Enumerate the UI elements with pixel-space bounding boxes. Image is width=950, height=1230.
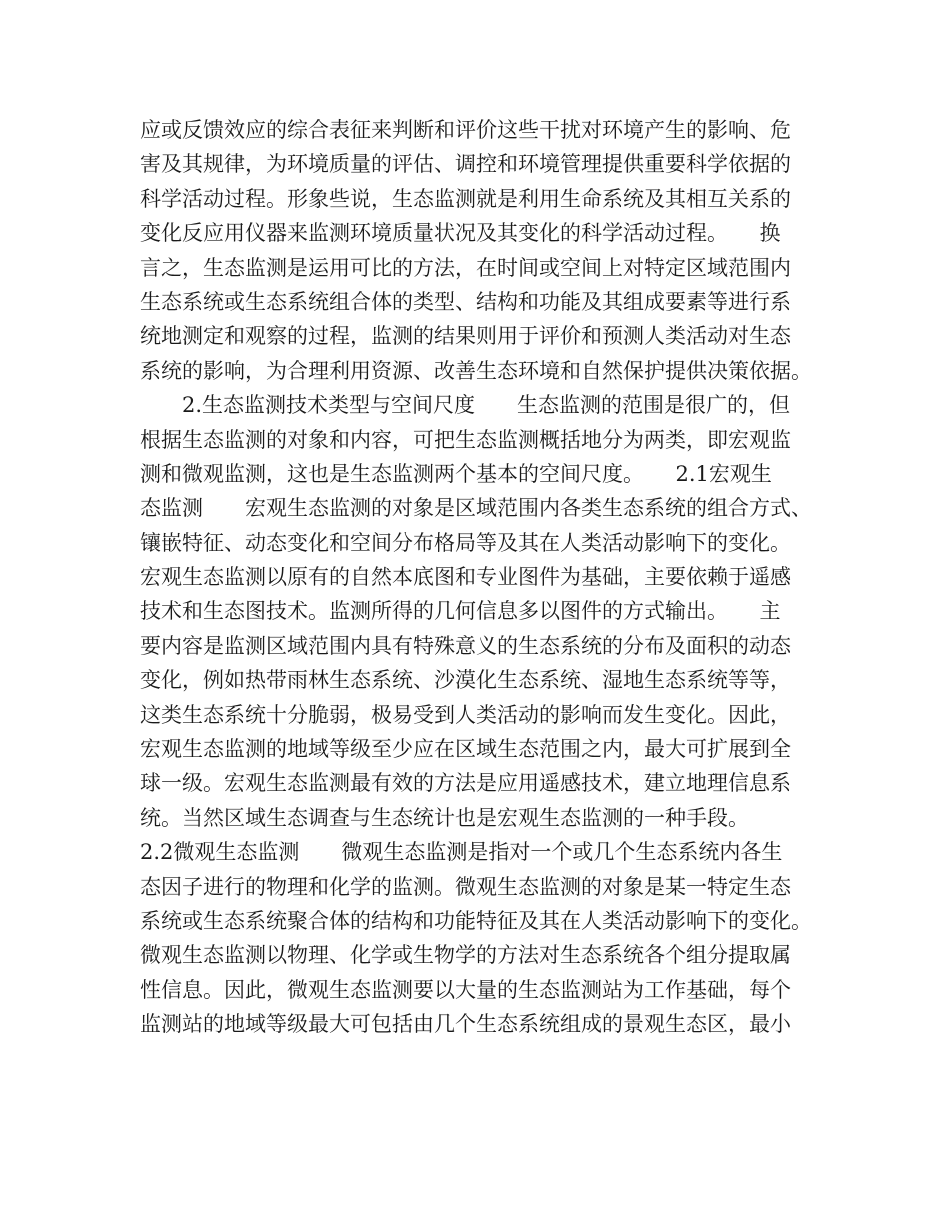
- text-line: 统。当然区域生态调查与生态统计也是宏观生态监测的一种手段。: [140, 805, 749, 830]
- text-line: 变化反应用仪器来监测环境质量状况及其变化的科学活动过程。 换: [140, 221, 781, 246]
- text-line: 微观生态监测以物理、化学或生物学的方法对生态系统各个组分提取属: [140, 943, 791, 968]
- text-line: 技术和生态图技术。监测所得的几何信息多以图件的方式输出。 主: [140, 599, 781, 624]
- text-line: 言之，生态监测是运用可比的方法，在时间或空间上对特定区域范围内: [140, 255, 791, 280]
- text-line: 性信息。因此，微观生态监测要以大量的生态监测站为工作基础，每个: [140, 977, 791, 1002]
- text-line: 2.生态监测技术类型与空间尺度 生态监测的范围是很广的，但: [140, 393, 791, 418]
- text-line: 测和微观监测，这也是生态监测两个基本的空间尺度。 2.1宏观生: [140, 461, 772, 486]
- text-line: 根据生态监测的对象和内容，可把生态监测概括地分为两类，即宏观监: [140, 427, 791, 452]
- text-line: 态因子进行的物理和化学的监测。微观生态监测的对象是某一特定生态: [140, 874, 791, 899]
- text-line: 害及其规律，为环境质量的评估、调控和环境管理提供重要科学依据的: [140, 152, 791, 177]
- text-line: 宏观生态监测以原有的自然本底图和专业图件为基础，主要依赖于遥感: [140, 565, 791, 590]
- text-line: 2.2微观生态监测 微观生态监测是指对一个或几个生态系统内各生: [140, 840, 783, 865]
- text-line: 态监测 宏观生态监测的对象是区域范围内各类生态系统的组合方式、: [140, 496, 812, 521]
- body-text: [140, 113, 840, 1042]
- text-line: 系统的影响，为合理利用资源、改善生态环境和自然保护提供决策依据。: [140, 358, 812, 383]
- text-line: 镶嵌特征、动态变化和空间分布格局等及其在人类活动影响下的变化。: [140, 530, 791, 555]
- text-line: 系统或生态系统聚合体的结构和功能特征及其在人类活动影响下的变化。: [140, 908, 812, 933]
- text-line: 要内容是监测区域范围内具有特殊意义的生态系统的分布及面积的动态: [140, 633, 791, 658]
- text-line: 球一级。宏观生态监测最有效的方法是应用遥感技术，建立地理信息系: [140, 771, 791, 796]
- text-line: 监测站的地域等级最大可包括由几个生态系统组成的景观生态区，最小: [140, 1012, 791, 1037]
- text-line: 统地测定和观察的过程，监测的结果则用于评价和预测人类活动对生态: [140, 324, 791, 349]
- text-line: 宏观生态监测的地域等级至少应在区域生态范围之内，最大可扩展到全: [140, 737, 791, 762]
- text-line: 生态系统或生态系统组合体的类型、结构和功能及其组成要素等进行系: [140, 289, 791, 314]
- text-line: 科学活动过程。形象些说，生态监测就是利用生命系统及其相互关系的: [140, 186, 791, 211]
- text-line: 应或反馈效应的综合表征来判断和评价这些干扰对环境产生的影响、危: [140, 118, 791, 142]
- text-line: 这类生态系统十分脆弱，极易受到人类活动的影响而发生变化。因此，: [140, 702, 791, 727]
- text-line: 变化，例如热带雨林生态系统、沙漠化生态系统、湿地生态系统等等，: [140, 668, 791, 693]
